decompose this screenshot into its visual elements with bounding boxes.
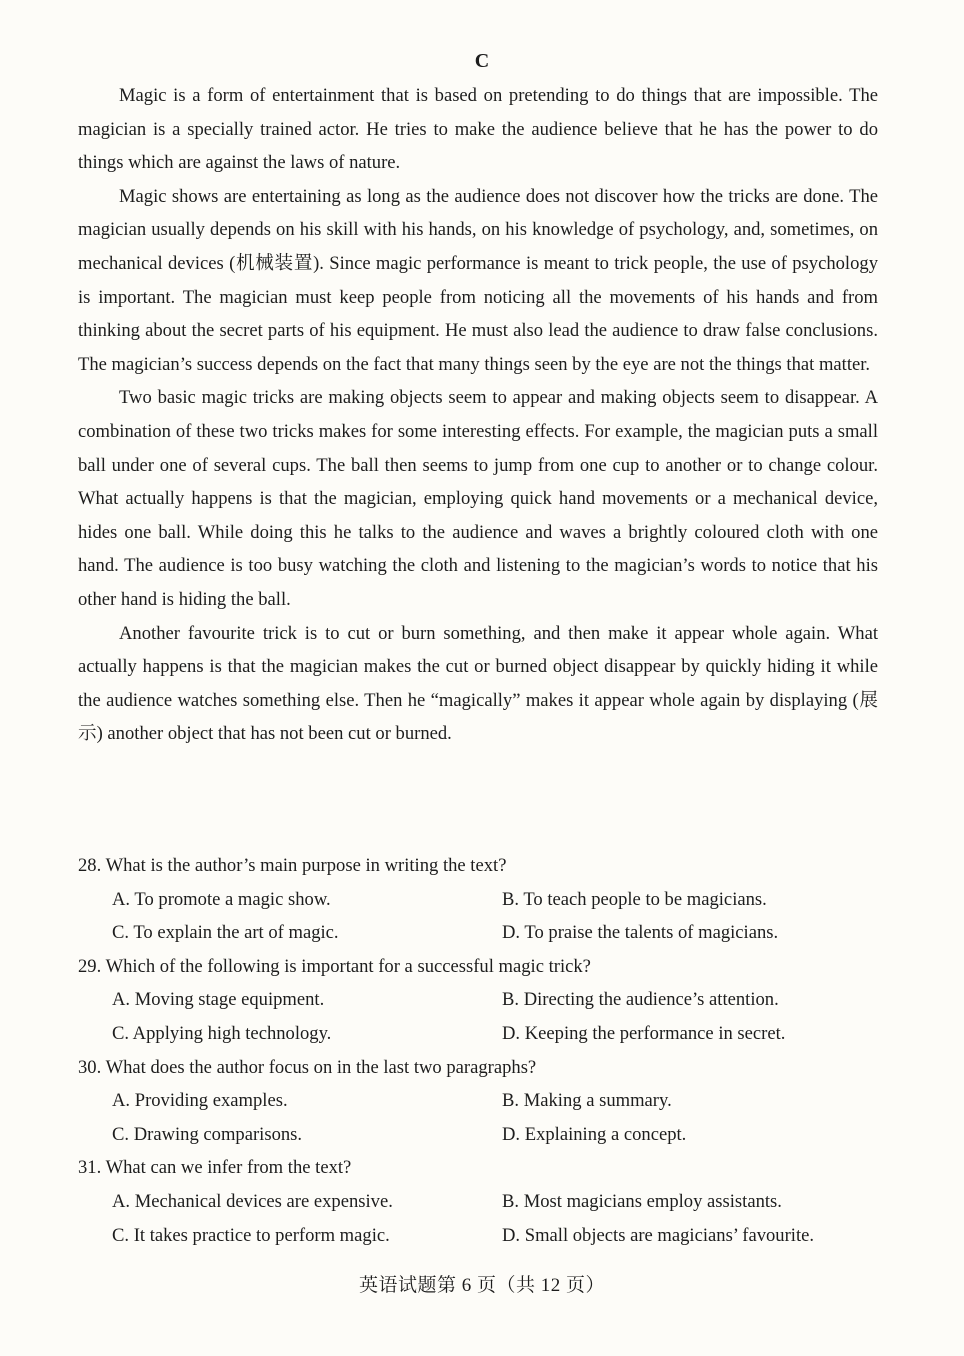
question-list: [78, 849, 878, 1252]
option-a: A. Mechanical devices are expensive.: [112, 1190, 393, 1212]
option-a: A. To promote a magic show.: [112, 888, 331, 910]
question-28: [78, 849, 878, 950]
passage-paragraph-4: Another favourite trick is to cut or burn something, and then make it appear whole again. What actually happens is that the magician makes the cut or burned object disappear by quickly hiding it while the audience watches something else. Then he “magically” makes it appear whole again by displaying (展示) another object that has not been cut or burned.: [78, 622, 878, 745]
passage-paragraph-3: Two basic magic tricks are making objects seem to appear and making objects seem to disappear. A combination of these two tricks makes for some interesting effects. For example, the magician puts a small ball under one of several cups. The ball then seems to jump from one cup to another or to change colour. What actually happens is that the magician, employing quick hand movements or a mechanical device, hides one ball. While doing this he talks to the audience and waves a brightly coloured cloth with one hand. The audience is too busy watching the cloth and listening to the magician’s words to notice that his other hand is hiding the ball.: [78, 387, 878, 610]
option-b: B. To teach people to be magicians.: [502, 888, 767, 910]
option-b: B. Making a summary.: [502, 1090, 672, 1112]
question-31: [78, 1151, 878, 1252]
question-text: Which of the following is important for a successful magic trick?: [105, 955, 591, 977]
question-stem: [78, 849, 878, 883]
option-a: A. Providing examples.: [112, 1090, 288, 1112]
option-d: D. Explaining a concept.: [502, 1123, 687, 1145]
option-b: B. Directing the audience’s attention.: [502, 989, 779, 1011]
option-d: D. Small objects are magicians’ favourite.: [502, 1224, 815, 1246]
option-c: C. Applying high technology.: [112, 1022, 332, 1044]
question-text: What does the author focus on in the last two paragraphs?: [105, 1056, 537, 1078]
option-row: [78, 1219, 878, 1253]
question-number: 29.: [78, 955, 102, 977]
question-number: 28.: [78, 855, 102, 876]
option-d: D. To praise the talents of magicians.: [502, 922, 779, 944]
question-number: 30.: [78, 1056, 102, 1078]
option-row: [78, 1118, 878, 1152]
question-30: [78, 1051, 878, 1152]
question-text: What is the author’s main purpose in writing the text?: [105, 855, 507, 876]
reading-passage: [78, 79, 878, 751]
option-c: C. It takes practice to perform magic.: [112, 1224, 390, 1246]
option-row: [78, 883, 878, 917]
option-c: C. To explain the art of magic.: [112, 922, 339, 944]
passage-paragraph-2: Magic shows are entertaining as long as the audience does not discover how the tricks are done. The magician usually depends on his skill with his hands, on his knowledge of psychology, and, sometimes, on mechanical devices (机械装置). Since magic performance is meant to trick people, the use of psychology is important. The magician must keep people from noticing all the movements of his hands and from thinking about the secret parts of his equipment. He must also lead the audience to draw false conclusions. The magician’s success depends on the fact that many things seen by the eye are not the things that matter.: [78, 185, 878, 375]
question-stem: [78, 1051, 878, 1085]
option-row: [78, 916, 878, 950]
option-row: [78, 1185, 878, 1219]
question-29: [78, 950, 878, 1051]
option-row: [78, 1084, 878, 1118]
option-c: C. Drawing comparisons.: [112, 1123, 303, 1145]
option-row: [78, 1017, 878, 1051]
option-a: A. Moving stage equipment.: [112, 989, 325, 1011]
option-d: D. Keeping the performance in secret.: [502, 1022, 786, 1044]
question-number: 31.: [78, 1157, 102, 1179]
section-letter: C: [474, 50, 490, 72]
question-stem: [78, 950, 878, 984]
page-footer: 英语试题第 6 页（共 12 页）: [358, 1275, 605, 1296]
option-row: [78, 983, 878, 1017]
question-text: What can we infer from the text?: [105, 1157, 352, 1179]
passage-paragraph-1: Magic is a form of entertainment that is based on pretending to do things that are impossible. The magician is a specially trained actor. He tries to make the audience believe that he has the power to do things which are against the laws of nature.: [78, 85, 878, 174]
option-b: B. Most magicians employ assistants.: [502, 1190, 782, 1212]
question-stem: [78, 1151, 878, 1185]
